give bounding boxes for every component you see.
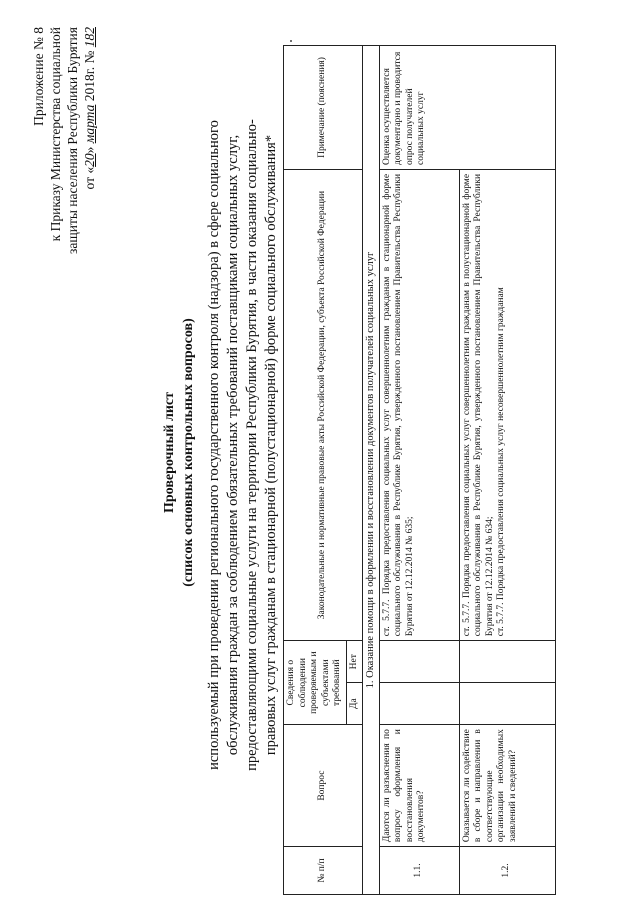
row-num: 1.2. <box>459 847 555 895</box>
date-day: 20 <box>82 153 97 167</box>
header-acts: Законодательные и нормативные правовые акты Российской Федерации, субъекта Российской Федерации <box>284 169 363 640</box>
header-yes: Да <box>346 683 363 725</box>
table-row <box>379 46 459 895</box>
appendix-line-3: защиты населения Республики Бурятия <box>65 27 80 254</box>
checklist-table <box>283 45 556 895</box>
intro-paragraph: используемый при проведении регионального государственного контроля (надзора) в сфере социального обслуживания граждан за соблюдением обязательных требований поставщиками социальных услуг, предоставляющими социальные услуги на территории Республики Бурятия, в части оказания социально-правовых услуг гражданам в стационарной (полустационарной) форме социального обслуживания* <box>206 119 279 771</box>
header-question: Вопрос <box>284 725 363 847</box>
row-acts: ст. 5.7.7. Порядка предоставления социальных услуг совершеннолетним гражданам в полустационарной форме социального обслуживания в Республике Бурятия, утвержденного постановлением Правительства Республики Бурятия от 12.12.2014 № 634; ст. 5.7.7. Порядка предоставления социальных услуг несовершеннолетним гражданам <box>459 169 555 640</box>
section-row <box>363 46 380 895</box>
row-yes-cell <box>459 683 555 725</box>
scan-speck <box>290 40 292 42</box>
header-no: Нет <box>346 641 363 683</box>
order-number: 182 <box>82 27 97 48</box>
table-row <box>459 46 555 895</box>
row-note: Оценка осуществляется документарно и проводится опрос получателей социальных услуг <box>379 46 555 170</box>
date-year: 2018г. № <box>82 47 97 105</box>
row-acts: ст. 5.7.7. Порядка предоставления социальных услуг совершеннолетним гражданам в стационарной форме социального обслуживания в Республике Бурятия, утвержденного постановлением Правительства Республики Бурятия от 12.12.2014 № 635; <box>379 169 459 640</box>
date-month: марта <box>82 104 97 144</box>
header-note: Примечание (пояснения) <box>284 46 363 170</box>
row-question: Оказывается ли содействие в сборе и направлении в соответствующие организации необходимых заявлений и сведений? <box>459 725 555 847</box>
row-yes-cell <box>379 683 459 725</box>
document-title: Проверочный лист <box>162 392 177 513</box>
row-question: Даются ли разъяснения по вопросу оформления и восстановления документов? <box>379 725 459 847</box>
header-compliance: Сведения о соблюдении проверяемым и субъектами требований <box>284 641 347 725</box>
row-no-cell <box>379 641 459 683</box>
row-num: 1.1. <box>379 847 459 895</box>
appendix-date-line <box>81 27 98 254</box>
date-mid: » <box>82 143 97 154</box>
appendix-line-2: к Приказу Министерства социальной <box>48 27 63 242</box>
document-subtitle: (список основных контрольных вопросов) <box>181 318 196 587</box>
row-no-cell <box>459 641 555 683</box>
header-num: № п/п <box>284 847 363 895</box>
section-1-title: 1. Оказание помощи в оформлении и восстановлении документов получателей социальных услуг <box>363 46 380 895</box>
appendix-block <box>30 27 98 254</box>
appendix-line-1: Приложение № 8 <box>31 27 46 126</box>
header-row-1 <box>284 46 347 895</box>
date-prefix: от « <box>82 166 97 190</box>
